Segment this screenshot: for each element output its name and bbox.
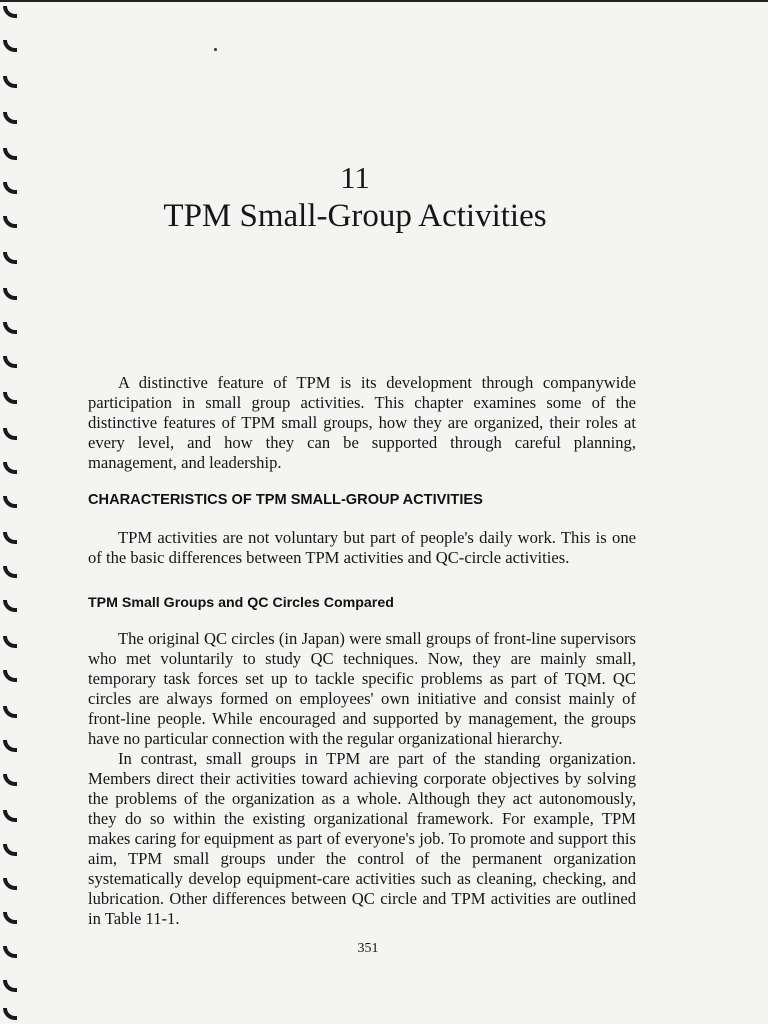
binding-ring-icon <box>3 40 17 52</box>
binding-ring-icon <box>3 496 17 508</box>
subsection-heading: TPM Small Groups and QC Circles Compared <box>88 595 394 611</box>
binding-ring-icon <box>3 1008 17 1020</box>
binding-ring-icon <box>3 76 17 88</box>
binding-ring-icon <box>3 670 17 682</box>
binding-ring-icon <box>3 844 17 856</box>
binding-ring-icon <box>3 428 17 440</box>
binding-ring-icon <box>3 878 17 890</box>
binding-ring-icon <box>3 288 17 300</box>
binding-spine <box>0 0 26 1024</box>
binding-ring-icon <box>3 980 17 992</box>
binding-ring-icon <box>3 148 17 160</box>
subsection-paragraph-1: The original QC circles (in Japan) were small groups of front-line supervisors who met voluntarily to study QC techniques. Now, they are mainly small, temporary task forces set up to tackle specific problems as part of TQM. QC circles are always formed on employees' own initiative and consist mainly of front-line people. While encouraged and supported by management, the groups have no particular connection with the regular organizational hierarchy. <box>88 629 636 748</box>
binding-ring-icon <box>3 774 17 786</box>
scan-speck <box>214 48 217 51</box>
chapter-number: 11 <box>340 160 370 195</box>
binding-ring-icon <box>3 356 17 368</box>
subsection-paragraph-2: In contrast, small groups in TPM are part of the standing organization. Members direct their activities toward achieving corporate objectives by solving the problems of the organization as a whole. Although they act autonomously, they do so within the existing organizational framework. For example, TPM makes caring for equipment as part of everyone's job. To promote and support this aim, TPM small groups under the control of the permanent organization systematically develop equipment-care activities such as cleaning, checking, and lubrication. Other differences between QC circle and TPM activities are outlined in Table 11-1. <box>88 749 636 928</box>
section-heading: CHARACTERISTICS OF TPM SMALL-GROUP ACTIVITIES <box>88 492 483 508</box>
binding-ring-icon <box>3 636 17 648</box>
intro-paragraph-block <box>88 373 636 473</box>
section-paragraph-block <box>88 528 636 568</box>
binding-ring-icon <box>3 810 17 822</box>
binding-ring-icon <box>3 322 17 334</box>
binding-ring-icon <box>3 600 17 612</box>
binding-ring-icon <box>3 252 17 264</box>
intro-paragraph: A distinctive feature of TPM is its development through companywide participation in small group activities. This chapter examines some of the distinctive features of TPM small groups, how they are organized, their roles at every level, and how they can be supported through careful planning, management, and leadership. <box>88 373 636 472</box>
page-number: 351 <box>357 941 379 956</box>
subsection-body <box>88 629 636 929</box>
binding-ring-icon <box>3 392 17 404</box>
binding-ring-icon <box>3 566 17 578</box>
binding-ring-icon <box>3 462 17 474</box>
binding-ring-icon <box>3 112 17 124</box>
binding-ring-icon <box>3 912 17 924</box>
top-edge-rule <box>0 0 768 2</box>
binding-ring-icon <box>3 6 17 18</box>
binding-ring-icon <box>3 706 17 718</box>
chapter-title: TPM Small-Group Activities <box>163 198 547 234</box>
binding-ring-icon <box>3 532 17 544</box>
section-paragraph: TPM activities are not voluntary but part of people's daily work. This is one of the basic differences between TPM activities and QC-circle activities. <box>88 528 636 567</box>
binding-ring-icon <box>3 740 17 752</box>
